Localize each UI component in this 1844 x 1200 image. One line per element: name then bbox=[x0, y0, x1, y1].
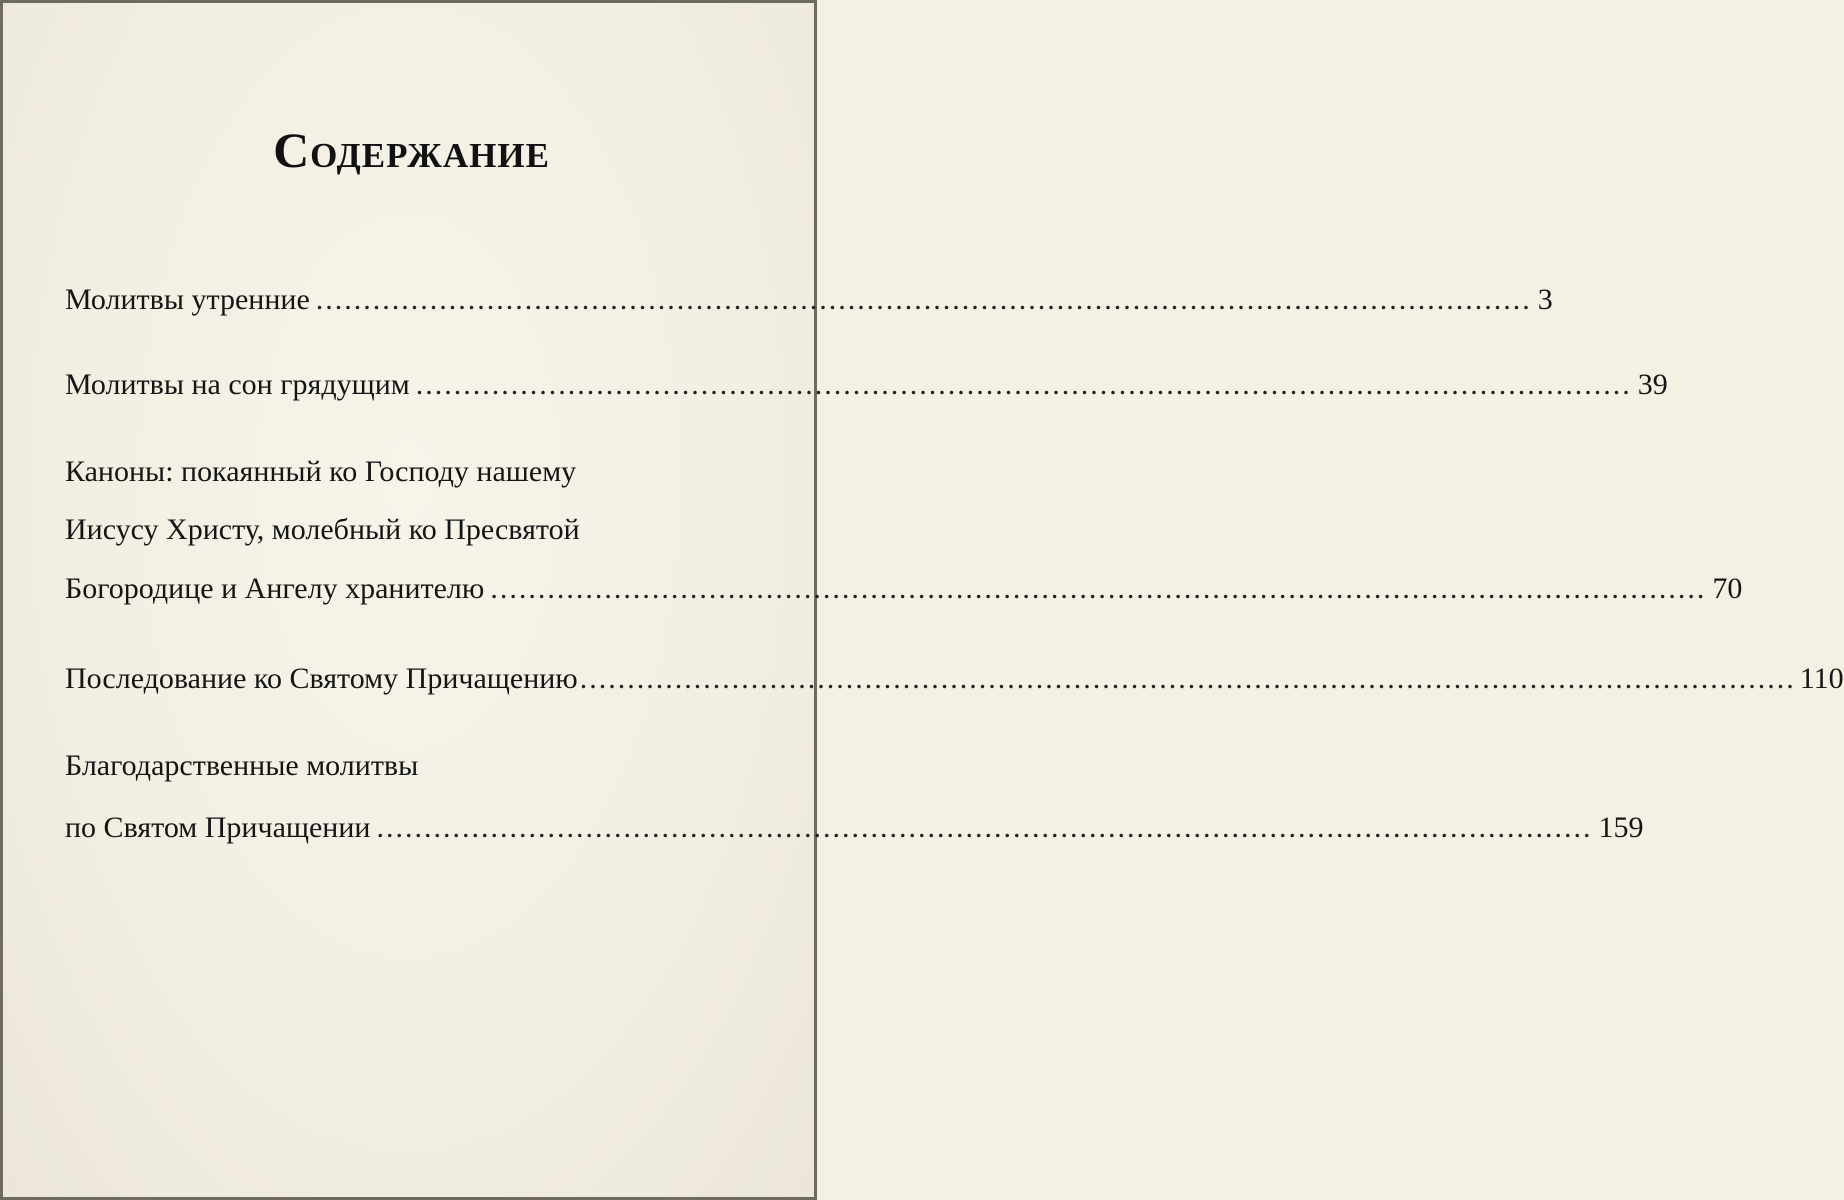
toc-page-number: 110 bbox=[1799, 662, 1844, 695]
toc-entry-title: по Святом Причащении bbox=[65, 811, 371, 844]
toc-entry-title: Богородице и Ангелу хранителю bbox=[65, 572, 485, 605]
dot-leader: ................................................................................................................................ bbox=[376, 811, 1593, 844]
page-title: Содержание bbox=[273, 122, 550, 178]
toc-entry-canons-line-1 bbox=[65, 452, 715, 492]
toc-entry-title: Молитвы на сон грядущим bbox=[65, 368, 410, 401]
toc-page-number: 3 bbox=[1537, 283, 1553, 316]
dot-leader: ................................................................................................................................ bbox=[415, 368, 1632, 401]
toc-entry-evening-prayers bbox=[65, 365, 1668, 405]
toc-page-number: 159 bbox=[1598, 811, 1644, 844]
toc-entry-communion-rite bbox=[65, 659, 1844, 699]
toc-entry-title: Последование ко Святому Причащению bbox=[65, 662, 578, 695]
toc-entry-canons-line-3 bbox=[65, 569, 1743, 609]
toc-entry-title: Иисусу Христу, молебный ко Пресвятой bbox=[65, 513, 580, 546]
toc-entry-canons-line-2 bbox=[65, 510, 715, 550]
toc-entry-title: Молитвы утренние bbox=[65, 283, 310, 316]
dot-leader: ................................................................................................................................ bbox=[315, 283, 1532, 316]
toc-entry-morning-prayers bbox=[65, 280, 1553, 320]
dot-leader: ................................................................................................................................ bbox=[579, 662, 1796, 695]
toc-entry-title: Благодарственные молитвы bbox=[65, 749, 419, 782]
toc-page-number: 39 bbox=[1637, 368, 1668, 401]
toc-entry-title: Каноны: покаянный ко Господу нашему bbox=[65, 455, 577, 488]
toc-page-number: 70 bbox=[1712, 572, 1743, 605]
toc-entry-thanksgiving-line-1 bbox=[65, 746, 715, 786]
dot-leader: ................................................................................................................................ bbox=[490, 572, 1707, 605]
toc-entry-thanksgiving-line-2 bbox=[65, 808, 1644, 848]
